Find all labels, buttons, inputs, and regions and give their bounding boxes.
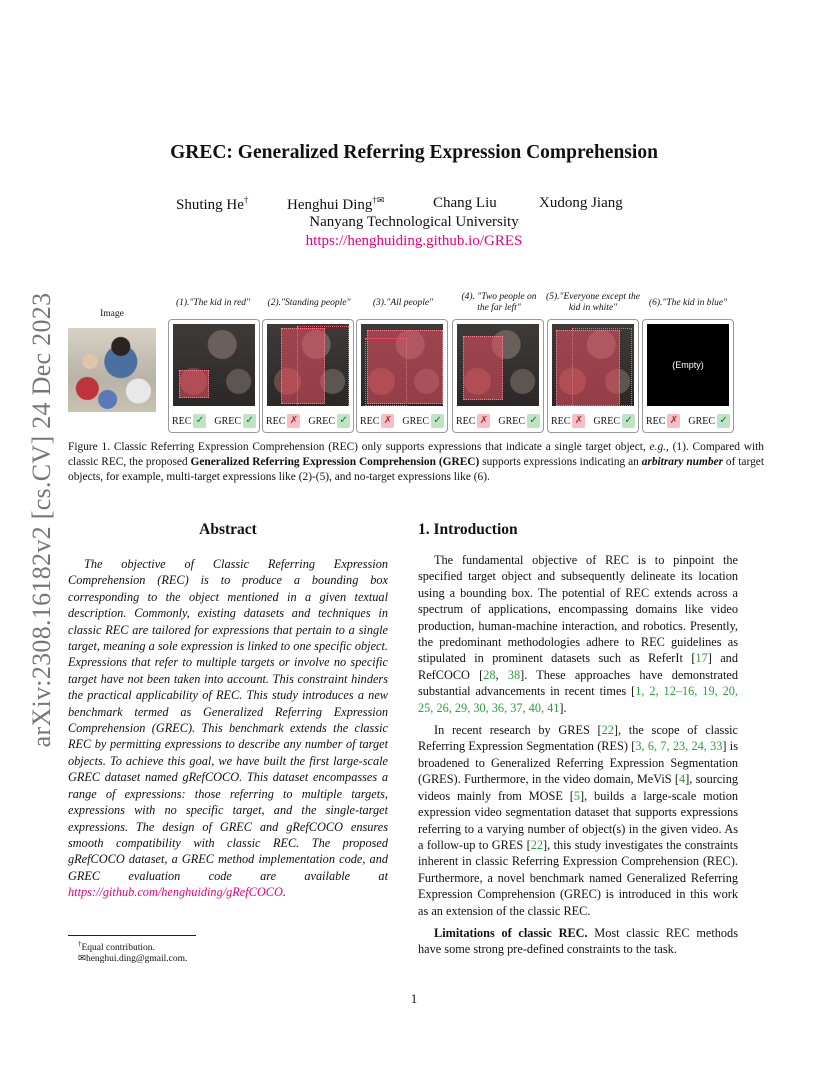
author-4: Xudong Jiang	[539, 195, 623, 211]
abstract-heading: Abstract	[199, 521, 257, 538]
rec-cross-icon: ✗	[381, 414, 394, 428]
panel-4-results: REC ✗ GREC ✓	[453, 412, 543, 430]
grec-check-icon: ✓	[243, 414, 256, 428]
page-number: 1	[410, 991, 418, 1006]
grec-check-icon: ✓	[622, 414, 635, 428]
panel-1-results: REC ✓ GREC ✓	[169, 412, 259, 430]
grec-check-icon: ✓	[527, 414, 540, 428]
rec-check-icon: ✓	[193, 414, 206, 428]
footnote-rule	[68, 935, 196, 936]
panel-1-image	[173, 324, 255, 406]
rec-cross-icon: ✗	[667, 414, 680, 428]
footnote-2: ✉henghui.ding@gmail.com.	[78, 954, 188, 964]
panel-3-label: (3)."All people"	[372, 298, 434, 308]
author-1: Shuting He†	[176, 195, 249, 213]
intro-body	[418, 552, 738, 964]
figure-1	[0, 0, 828, 440]
panel-3-results: REC ✗ GREC ✓	[357, 412, 447, 430]
grec-check-icon: ✓	[717, 414, 730, 428]
figure-caption: Figure 1. Classic Referring Expression Comprehension (REC) only supports expressions that indicate a single target object, e.g., (1). Compared with classic REC, the proposed Generalized Referring Expression Comprehension (GREC) supports expressions indicating an arbitrary number of target objects, for example, multi-target expressions like (2)-(5), and no-target expressions like (6).	[68, 441, 765, 483]
abstract-body: The objective of Classic Referring Expression Comprehension (REC) is to produce a bounding box corresponding to the object mentioned in a given textual description. Commonly, existing datasets and techniques in classic REC are tailored for expressions that pertain to a single target, meaning a sole expression is linked to one specific object. Expressions that refer to multiple targets or involve no specific target have not been taken into account. This constraint hinders the practical applicability of REC. This study introduces a new benchmark termed as Generalized Referring Expression Comprehension (GREC). This benchmark extends the classic REC by permitting expressions to describe any number of target objects. To achieve this goal, we have built the first large-scale GREC dataset named gRefCOCO. This dataset encompasses a range of expressions: those referring to multiple targets, expressions with no specific target, and the single-target expressions. The design of GREC and gRefCOCO ensures smooth compatibility with classic REC. The proposed gRefCOCO dataset, a GREC method implementation code, and GREC evaluation code are available at https://github.com/henghuiding/gRefCOCO.	[68, 557, 388, 900]
panel-1-label: (1)."The kid in red"	[175, 298, 251, 308]
panel-2	[262, 319, 354, 433]
affiliation: Nanyang Technological University	[309, 214, 519, 230]
panel-5-results: REC ✗ GREC ✓	[548, 412, 638, 430]
rec-cross-icon: ✗	[572, 414, 585, 428]
project-link[interactable]: https://henghuiding.github.io/GRES	[305, 233, 523, 249]
intro-paragraph-1: The fundamental objective of REC is to pinpoint the specified target object and subsequently delineate its location using a bounding box. The potential of REC extends across a spectrum of applications, encompassing domains like video production, human-machine interaction, and robotics. Presently, the predominant methodologies adhere to REC guidelines as stipulated in prominent datasets such as ReferIt [17] and RefCOCO [28, 38]. These approaches have demonstrated substantial advancements in recent times [1, 2, 12–16, 19, 20, 25, 26, 29, 30, 36, 37, 40, 41].	[418, 553, 738, 715]
panel-2-results: REC ✗ GREC ✓	[263, 412, 353, 430]
panel-4-image	[457, 324, 539, 406]
panel-1	[168, 319, 260, 433]
intro-heading: 1. Introduction	[418, 521, 518, 538]
author-3: Chang Liu	[433, 195, 497, 211]
envelope-icon: ✉	[78, 954, 86, 964]
paper-title: GREC: Generalized Referring Expression Comprehension	[170, 142, 658, 163]
panel-6-results: REC ✗ GREC ✓	[643, 412, 733, 430]
intro-paragraph-3: Limitations of classic REC. Most classic REC methods have some strong pre-defined constraints to the task.	[418, 925, 738, 957]
panel-5-label: (5)."Everyone except the kid in white"	[546, 292, 640, 313]
panel-3	[356, 319, 448, 433]
rec-cross-icon: ✗	[477, 414, 490, 428]
panel-3-image	[361, 324, 443, 406]
arxiv-id: arXiv:2308.16182v2 [cs.CV] 24 Dec 2023	[27, 292, 56, 748]
panel-2-image	[267, 324, 349, 406]
intro-paragraph-2: In recent research by GRES [22], the scope of classic Referring Expression Segmentation (RES) [3, 6, 7, 23, 24, 33] is broadened to Generalized Referring Expression Segmentation (GRES). Furthermore, in the video domain, MeViS [4], sourcing videos mainly from MOSE [5], builds a large-scale motion expression video segmentation dataset that supports expressions referring to a varying number of object(s) in the given video. As a follow-up to GRES [22], this study investigates the constraints inherent in classic Referring Expression Comprehension (REC). Furthermore, a novel benchmark named Generalized Referring Expression Comprehension (GREC) is introduced in this work as an extension of the classic REC.	[418, 723, 739, 918]
panel-5	[547, 319, 639, 433]
grec-check-icon: ✓	[431, 414, 444, 428]
footnote-1: †Equal contribution.	[78, 940, 155, 954]
image-label: Image	[100, 309, 124, 319]
author-2: Henghui Ding†✉	[287, 195, 385, 213]
rec-cross-icon: ✗	[287, 414, 300, 428]
grec-check-icon: ✓	[337, 414, 350, 428]
panel-5-image	[552, 324, 634, 406]
source-photo	[68, 328, 156, 412]
panel-6	[642, 319, 734, 433]
panel-6-label: (6)."The kid in blue"	[648, 298, 728, 308]
code-link[interactable]: https://github.com/henghuiding/gRefCOCO	[68, 885, 283, 900]
panel-4	[452, 319, 544, 433]
panel-2-label: (2)."Standing people"	[267, 298, 351, 308]
panel-4-label: (4). "Two people on the far left"	[461, 292, 537, 313]
panel-6-empty-image: (Empty)	[647, 324, 729, 406]
